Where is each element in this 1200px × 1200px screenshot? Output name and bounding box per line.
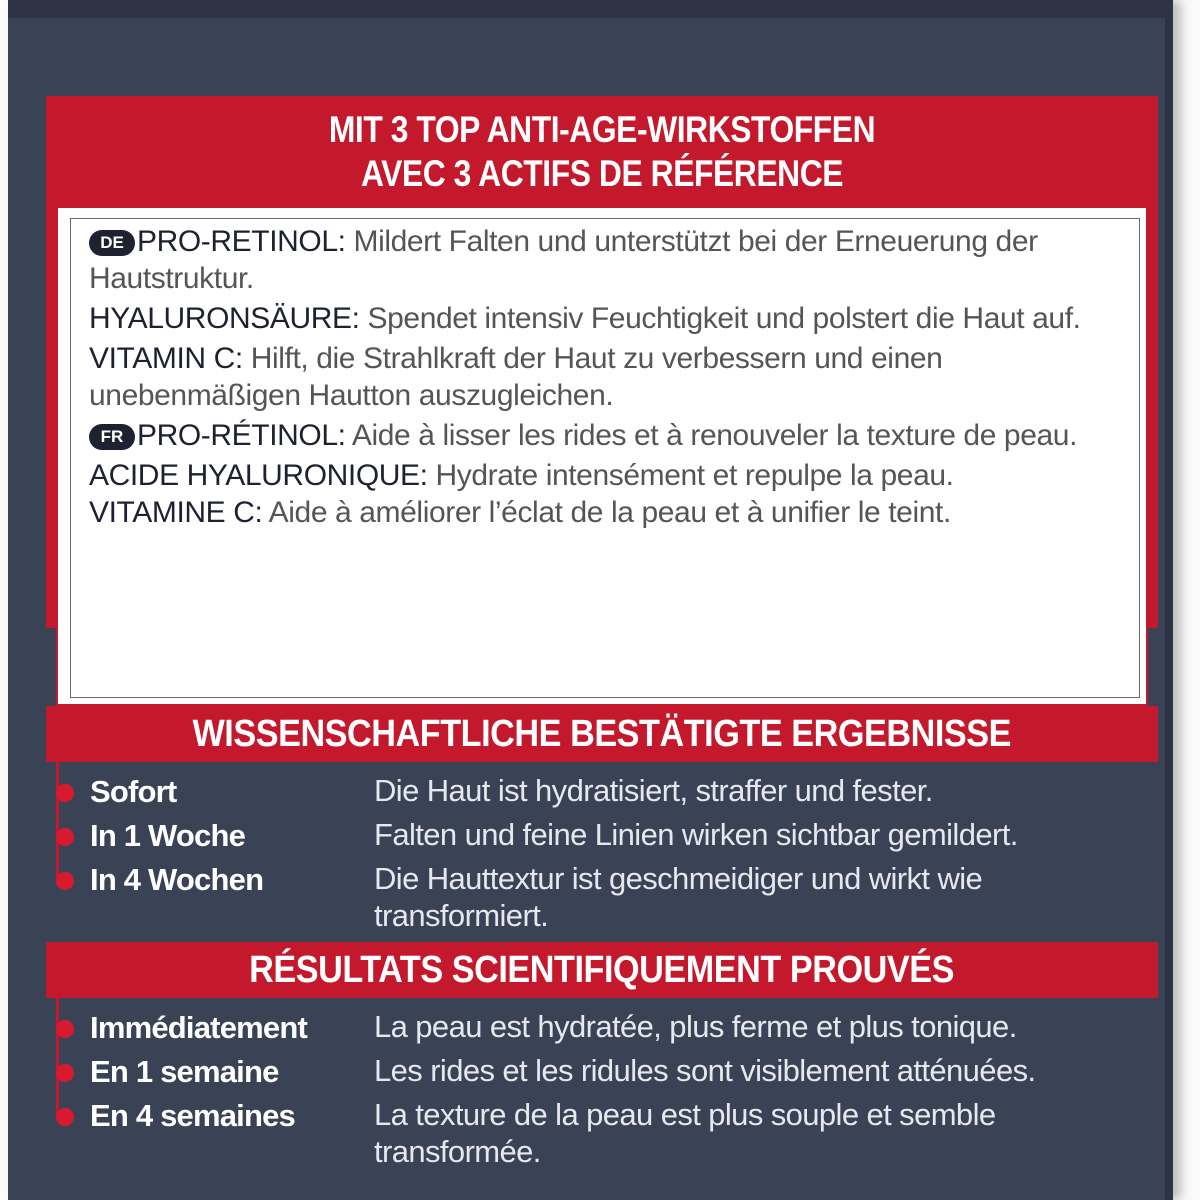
list-item: En 1 semaine Les rides et les ridules sont visiblement atténuées. [48,1052,1158,1096]
ingredient-fr-vitamin-c: VITAMINE C: Aide à améliorer l’éclat de la peau et à unifier le teint. [89,496,951,529]
results-de-list [48,772,1158,940]
ingredients-heading-fr: AVEC 3 ACTIFS DE RÉFÉRENCE [360,153,844,194]
ingredients-heading-de: MIT 3 TOP ANTI-AGE-WIRKSTOFFEN [328,109,876,150]
ingredients-card [46,96,1158,628]
ingredients-heading [124,108,1080,196]
results-fr-list [48,1008,1158,1176]
bullet-dot-icon [56,828,74,846]
bullet-dot-icon [56,1064,74,1082]
list-item: Sofort Die Haut ist hydratisiert, straffer und fester. [48,772,1158,816]
panel-right-edge [1165,0,1173,1200]
ingredients-body [56,206,1148,706]
results-fr-heading: RÉSULTATS SCIENTIFIQUEMENT PROUVÉS [46,942,1158,998]
list-item: In 1 Woche Falten und feine Linien wirken sichtbar gemildert. [48,816,1158,860]
list-item: En 4 semaines La texture de la peau est plus souple et semble transformée. [48,1096,1158,1176]
bullet-dot-icon [56,1108,74,1126]
bullet-dot-icon [56,872,74,890]
bullet-dot-icon [56,1020,74,1038]
ingredient-de-retinol: DE PRO-RETINOL: Mildert Falten und unterstützt bei der Erneuerung der Hautstruktur. [89,225,1038,295]
ingredient-fr-hyaluron: ACIDE HYALURONIQUE: Hydrate intensément et repulpe la peau. [89,459,954,492]
bullet-dot-icon [56,784,74,802]
list-item: In 4 Wochen Die Hauttextur ist geschmeidiger und wirkt wie transformiert. [48,860,1158,940]
panel-top-edge [8,0,1173,18]
results-de-heading: WISSENSCHAFTLICHE BESTÄTIGTE ERGEBNISSE [46,706,1158,762]
list-item: Immédiatement La peau est hydratée, plus ferme et plus tonique. [48,1008,1158,1052]
ingredient-fr-retinol: FR PRO-RÉTINOL: Aide à lisser les rides et à renouveler la texture de peau. [89,417,1125,454]
fr-language-badge: FR [89,424,135,450]
package-side-panel [8,0,1173,1200]
ingredients-text-frame [70,218,1140,698]
de-language-badge: DE [89,230,135,256]
ingredient-de-vitamin-c: VITAMIN C: Hilft, die Strahlkraft der Haut zu verbessern und einen unebenmäßigen Hautton auszugleichen. [89,342,943,412]
ingredient-de-hyaluron: HYALURONSÄURE: Spendet intensiv Feuchtigkeit und polstert die Haut auf. [89,302,1081,335]
